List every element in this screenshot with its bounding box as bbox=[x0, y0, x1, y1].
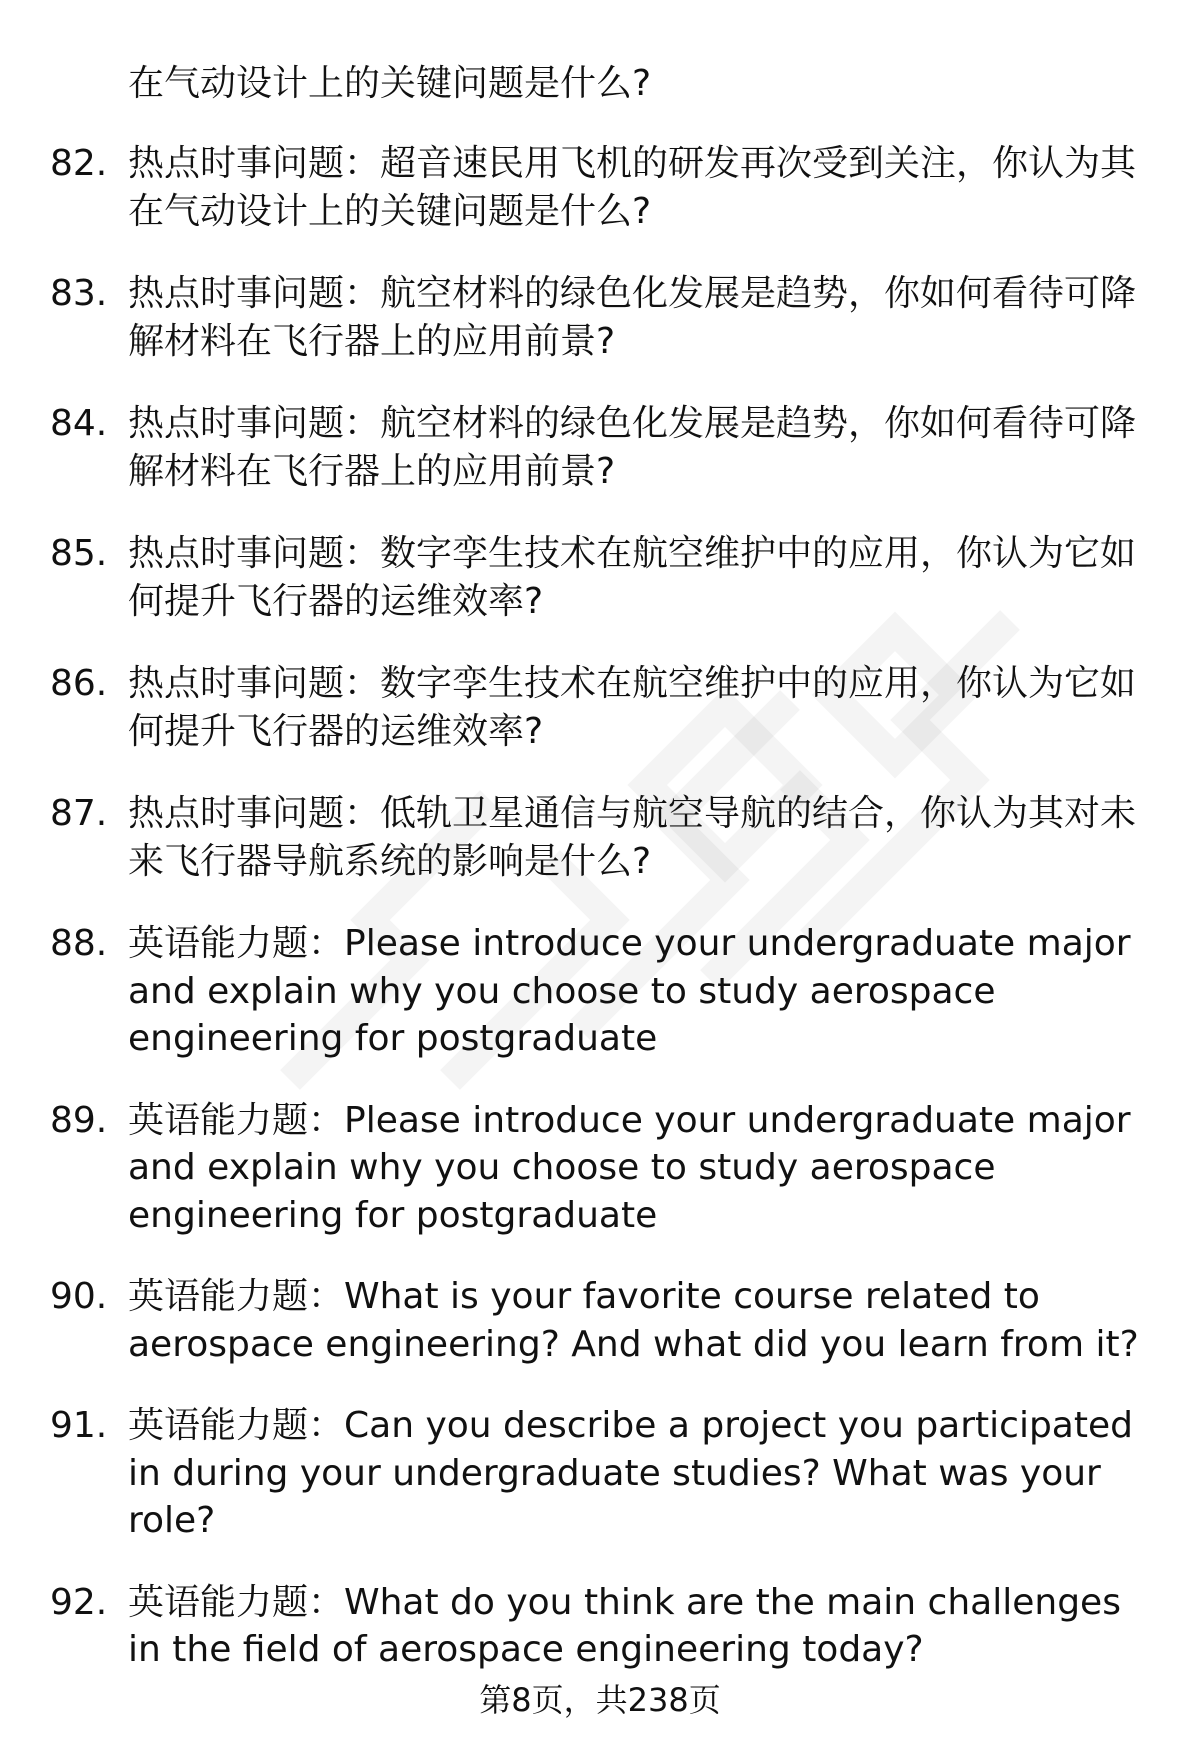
question-text: 英语能力题：What do you think are the main challenges in the field of aerospace engineering today? bbox=[128, 1581, 1121, 1670]
question-item bbox=[50, 400, 1160, 496]
continued-question-text: 在气动设计上的关键问题是什么? bbox=[128, 63, 652, 104]
question-number: 88. bbox=[50, 923, 108, 964]
question-item bbox=[50, 1402, 1160, 1545]
question-item bbox=[50, 1097, 1160, 1240]
question-item bbox=[50, 920, 1160, 1063]
question-text: 英语能力题：What is your favorite course related to aerospace engineering? And what did you learn from it? bbox=[128, 1276, 1139, 1365]
question-item bbox=[50, 790, 1160, 886]
question-text: 英语能力题：Please introduce your undergraduate major and explain why you choose to study aerospace engineering for postgraduate bbox=[128, 1099, 1131, 1236]
page-number-footer: 第8页，共238页 bbox=[479, 1681, 721, 1719]
question-text: 英语能力题：Can you describe a project you participated in during your undergraduate studies? What was your role? bbox=[128, 1405, 1133, 1541]
question-item bbox=[50, 1579, 1160, 1674]
question-text: 热点时事问题：航空材料的绿色化发展是趋势，你如何看待可降解材料在飞行器上的应用前景? bbox=[128, 403, 1137, 492]
question-text: 热点时事问题：数字孪生技术在航空维护中的应用，你认为它如何提升飞行器的运维效率? bbox=[128, 533, 1137, 622]
question-text: 热点时事问题：数字孪生技术在航空维护中的应用，你认为它如何提升飞行器的运维效率? bbox=[128, 663, 1137, 752]
question-number: 84. bbox=[50, 403, 108, 444]
question-text: 热点时事问题：航空材料的绿色化发展是趋势，你如何看待可降解材料在飞行器上的应用前景? bbox=[128, 273, 1137, 362]
question-number: 87. bbox=[50, 793, 108, 834]
question-number: 92. bbox=[50, 1581, 108, 1623]
question-item bbox=[50, 530, 1160, 626]
question-number: 86. bbox=[50, 663, 108, 704]
question-item bbox=[50, 660, 1160, 756]
question-list bbox=[50, 140, 1160, 1708]
question-number: 89. bbox=[50, 1099, 108, 1141]
question-text: 英语能力题：Please introduce your undergraduate major and explain why you choose to study aerospace engineering for postgraduate bbox=[128, 923, 1131, 1059]
question-number: 83. bbox=[50, 273, 108, 314]
question-number: 91. bbox=[50, 1405, 108, 1446]
question-item bbox=[50, 140, 1160, 236]
question-text: 热点时事问题：低轨卫星通信与航空导航的结合，你认为其对未来飞行器导航系统的影响是什么? bbox=[128, 793, 1137, 882]
question-item bbox=[50, 270, 1160, 366]
question-item bbox=[50, 1273, 1160, 1368]
question-text: 热点时事问题：超音速民用飞机的研发再次受到关注，你认为其在气动设计上的关键问题是什么? bbox=[128, 143, 1137, 232]
question-number: 90. bbox=[50, 1276, 108, 1317]
question-number: 82. bbox=[50, 143, 108, 184]
question-number: 85. bbox=[50, 533, 108, 574]
